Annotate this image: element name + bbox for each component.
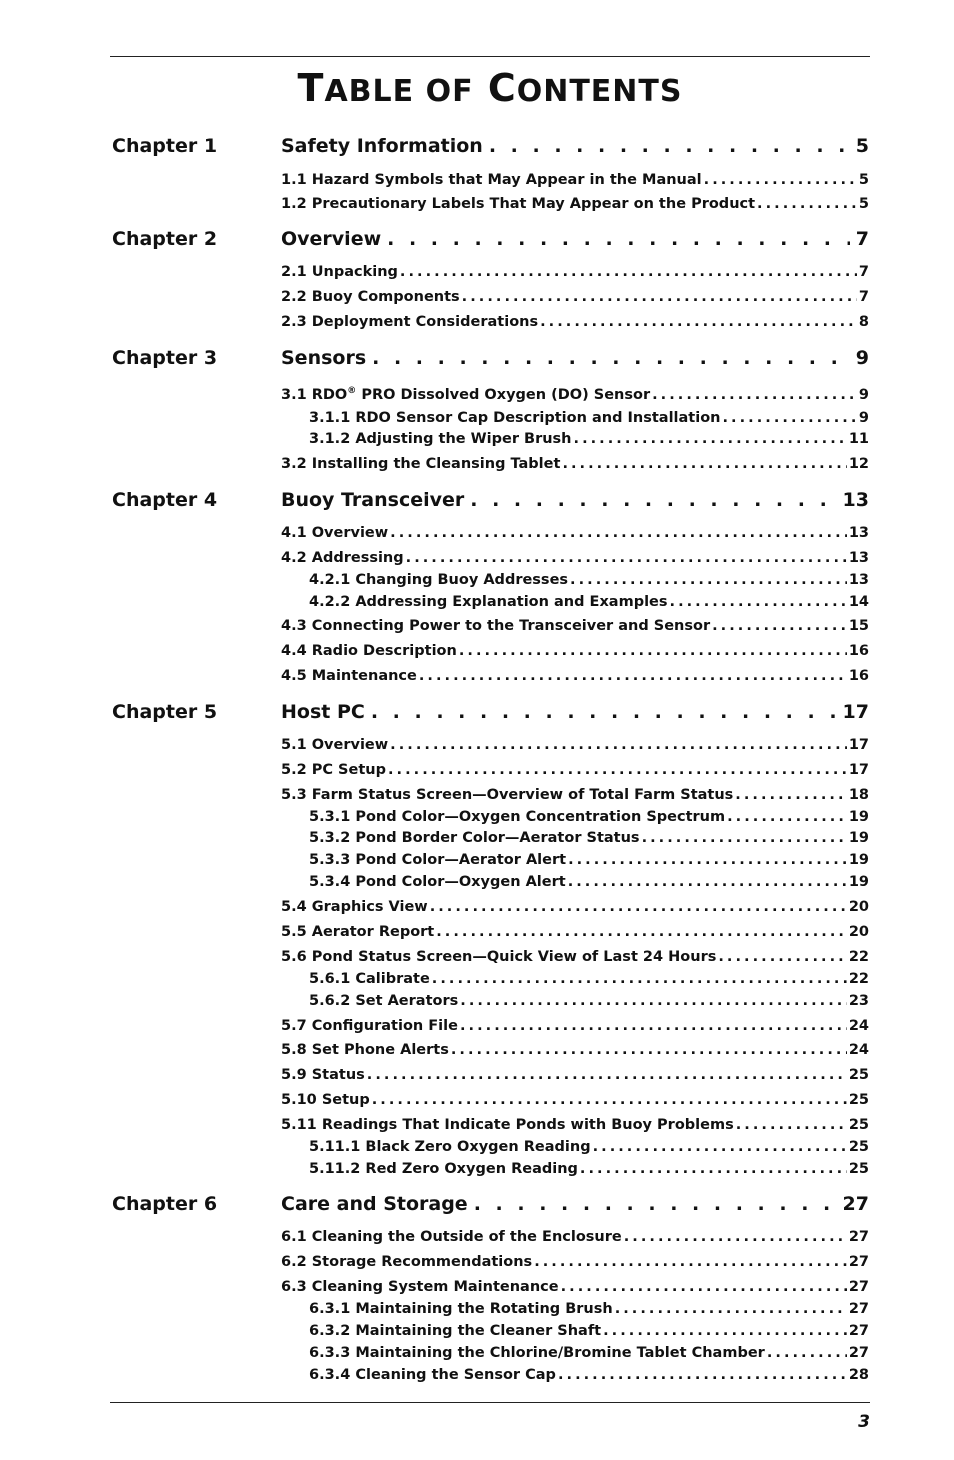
toc-section-entry[interactable]: 6.1 Cleaning the Outside of the Enclosure . . . 27	[281, 1227, 869, 1247]
toc-chapter-entry[interactable]: Sensors . . . 9	[281, 346, 869, 370]
registered-mark: ®	[347, 386, 357, 397]
toc-subsection-entry[interactable]: 5.6.1 Calibrate . . . 22	[309, 969, 869, 989]
top-rule	[110, 56, 870, 57]
toc-section-entry[interactable]: 5.10 Setup . . . 25	[281, 1090, 869, 1110]
toc-section-entry[interactable]: 2.1 Unpacking . . . 7	[281, 262, 869, 282]
toc-section-entry[interactable]: 5.5 Aerator Report . . . 20	[281, 922, 869, 942]
toc-section-entry[interactable]: 5.8 Set Phone Alerts . . . 24	[281, 1040, 869, 1060]
toc-section-entry[interactable]: 4.5 Maintenance . . . 16	[281, 666, 869, 686]
toc-subsection-entry[interactable]: 6.3.1 Maintaining the Rotating Brush . . . 27	[309, 1299, 869, 1319]
page-title: TABLE OF CONTENTS	[297, 66, 683, 110]
toc-subsection-entry[interactable]: 5.3.2 Pond Border Color—Aerator Status . . . 19	[309, 828, 869, 848]
toc-chapter-entry[interactable]: Safety Information . . . 5	[281, 134, 869, 158]
toc-chapter-entry[interactable]: Overview . . . 7	[281, 227, 869, 251]
toc-subsection-entry[interactable]: 3.1.2 Adjusting the Wiper Brush . . . 11	[309, 429, 869, 449]
toc-subsection-entry[interactable]: 5.3.4 Pond Color—Oxygen Alert . . . 19	[309, 872, 869, 892]
toc-subsection-entry[interactable]: 6.3.2 Maintaining the Cleaner Shaft . . . 27	[309, 1321, 869, 1341]
chapter-label: Chapter 4	[112, 489, 218, 511]
toc-section-entry[interactable]: 5.4 Graphics View . . . 20	[281, 897, 869, 917]
toc-subsection-entry[interactable]: 3.1.1 RDO Sensor Cap Description and Installation . . . 9	[309, 408, 869, 428]
toc-section-entry[interactable]: 1.1 Hazard Symbols that May Appear in the Manual . . . 5	[281, 170, 869, 190]
toc-section-entry[interactable]: 3.1 RDO® PRO Dissolved Oxygen (DO) Sensor . . . 9	[281, 385, 869, 405]
toc-subsection-entry[interactable]: 5.3.3 Pond Color—Aerator Alert . . . 19	[309, 850, 869, 870]
toc-subsection-entry[interactable]: 5.11.2 Red Zero Oxygen Reading . . . 25	[309, 1159, 869, 1179]
toc-section-entry[interactable]: 5.2 PC Setup . . . 17	[281, 760, 869, 780]
chapter-label: Chapter 1	[112, 135, 218, 157]
toc-section-entry[interactable]: 2.2 Buoy Components . . . 7	[281, 287, 869, 307]
toc-section-entry[interactable]: 6.2 Storage Recommendations . . . 27	[281, 1252, 869, 1272]
chapter-label: Chapter 3	[112, 347, 218, 369]
toc-chapter-entry[interactable]: Buoy Transceiver . . . 13	[281, 488, 869, 512]
chapter-label: Chapter 6	[112, 1193, 218, 1215]
toc-section-entry[interactable]: 6.3 Cleaning System Maintenance . . . 27	[281, 1277, 869, 1297]
toc-subsection-entry[interactable]: 5.11.1 Black Zero Oxygen Reading . . . 25	[309, 1137, 869, 1157]
bottom-rule	[110, 1402, 870, 1403]
toc-section-entry[interactable]: 3.2 Installing the Cleansing Tablet . . . 12	[281, 454, 869, 474]
chapter-label: Chapter 2	[112, 228, 218, 250]
toc-section-entry[interactable]: 4.4 Radio Description . . . 16	[281, 641, 869, 661]
toc-subsection-entry[interactable]: 5.6.2 Set Aerators . . . 23	[309, 991, 869, 1011]
toc-section-entry[interactable]: 5.1 Overview . . . 17	[281, 735, 869, 755]
toc-section-entry[interactable]: 1.2 Precautionary Labels That May Appear on the Product . . . 5	[281, 194, 869, 214]
toc-section-entry[interactable]: 4.3 Connecting Power to the Transceiver and Sensor . . . 15	[281, 616, 869, 636]
toc-section-entry[interactable]: 5.6 Pond Status Screen—Quick View of Last 24 Hours . . . 22	[281, 947, 869, 967]
toc-section-entry[interactable]: 4.2 Addressing . . . 13	[281, 548, 869, 568]
chapter-label: Chapter 5	[112, 701, 218, 723]
toc-subsection-entry[interactable]: 4.2.1 Changing Buoy Addresses . . . 13	[309, 570, 869, 590]
toc-subsection-entry[interactable]: 6.3.4 Cleaning the Sensor Cap . . . 28	[309, 1365, 869, 1385]
toc-subsection-entry[interactable]: 5.3.1 Pond Color—Oxygen Concentration Spectrum . . . 19	[309, 807, 869, 827]
toc-section-entry[interactable]: 5.3 Farm Status Screen—Overview of Total Farm Status . . . 18	[281, 785, 869, 805]
toc-section-entry[interactable]: 5.11 Readings That Indicate Ponds with Buoy Problems . . . 25	[281, 1115, 869, 1135]
toc-section-entry[interactable]: 5.9 Status . . . 25	[281, 1065, 869, 1085]
toc-section-entry[interactable]: 2.3 Deployment Considerations . . . 8	[281, 312, 869, 332]
toc-chapter-entry[interactable]: Care and Storage . . . 27	[281, 1192, 869, 1216]
toc-subsection-entry[interactable]: 6.3.3 Maintaining the Chlorine/Bromine Tablet Chamber . . . 27	[309, 1343, 869, 1363]
page-number: 3	[858, 1412, 870, 1432]
toc-subsection-entry[interactable]: 4.2.2 Addressing Explanation and Examples . . . 14	[309, 592, 869, 612]
toc-section-entry[interactable]: 4.1 Overview . . . 13	[281, 523, 869, 543]
toc-chapter-entry[interactable]: Host PC . . . 17	[281, 700, 869, 724]
toc-section-entry[interactable]: 5.7 Configuration File . . . 24	[281, 1016, 869, 1036]
